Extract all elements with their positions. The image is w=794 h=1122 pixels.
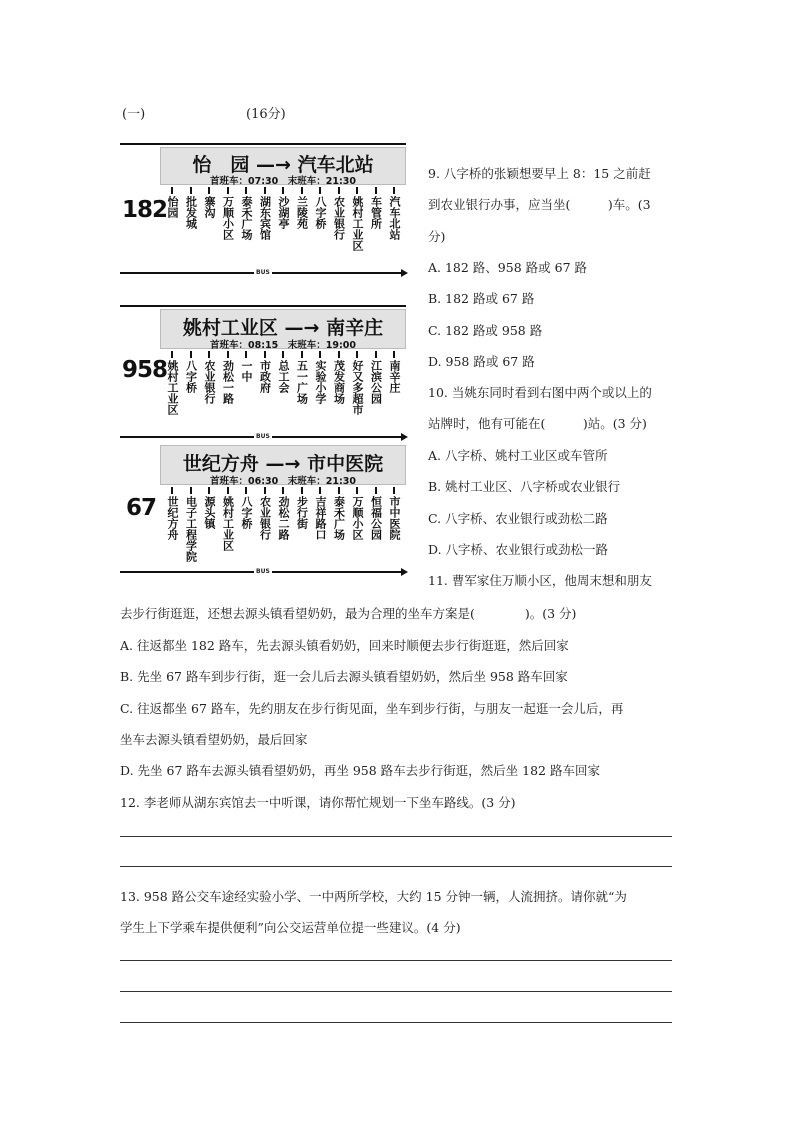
route-times: 首班车：06:30 末班车：21:30 [210,476,356,487]
stop: 湖东宾馆 [256,187,274,251]
question-9-option-d: D. 958 路或 67 路 [428,354,535,369]
route-title-bar [160,445,406,485]
section-points: (16分) [246,107,286,122]
arrow-right-icon [401,568,408,576]
question-11-option-a: A. 往返都坐 182 路车，先去源头镇看奶奶，回来时顺便去步行街逛逛，然后回家 [120,638,569,653]
question-9-option-c: C. 182 路或 958 路 [428,323,543,338]
stop: 泰禾广场 [237,187,255,251]
question-10-option-b: B. 姚村工业区、八字桥或农业银行 [428,479,621,494]
answer-line[interactable] [120,1022,672,1023]
arrow-right-icon [401,269,408,277]
stop: 沙湖亭 [274,187,292,251]
route-times: 首班车：07:30 末班车：21:30 [210,176,356,187]
bus-label: BUS [256,269,270,276]
stop: 姚村工业区 [348,187,366,251]
question-9-line-2: 到农业银行办事，应当坐( )车。(3 [428,197,651,212]
stop: 一中 [237,351,255,415]
bus-sign-67 [120,443,406,578]
stop: 怡园 [163,187,181,251]
question-9-line-3: 分) [428,229,446,244]
stop-list [160,487,406,562]
stop: 车管所 [367,187,385,251]
stop: 电子工程学院 [182,487,200,562]
question-10-option-c: C. 八字桥、农业银行或劲松二路 [428,511,608,526]
stop: 八字桥 [311,187,329,251]
stop: 农业银行 [200,351,218,415]
route-title-bar [160,147,406,185]
route-title: 怡 园 —→ 汽车北站 [192,154,374,176]
route-number: 182 [122,197,168,223]
bus-sign-958 [120,305,406,441]
stop: 汽车北站 [385,187,403,251]
section-header [122,103,286,122]
question-9-option-b: B. 182 路或 67 路 [428,291,535,306]
question-11-option-c: C. 往返都坐 67 路车，先约朋友在步行街见面，坐车到步行街，与朋友一起逛一会儿后，再 [120,701,624,716]
stop: 劲松一路 [219,351,237,415]
question-10-line-2: 站牌时，他有可能在( )站。(3 分) [428,416,647,431]
stop: 八字桥 [237,487,255,562]
stop: 五一广场 [293,351,311,415]
stop-list [160,351,406,415]
answer-line[interactable] [120,991,672,992]
bus-label: BUS [256,568,270,575]
question-9-line-1: 9. 八字桥的张颖想要早上 8：15 之前赶 [428,166,651,181]
question-9-option-a: A. 182 路、958 路或 67 路 [428,260,587,275]
stop: 吉祥路口 [311,487,329,562]
question-11-option-c-cont: 坐车去源头镇看望奶奶，最后回家 [120,732,308,747]
stop: 八字桥 [182,351,200,415]
stop: 市政府 [256,351,274,415]
stop: 南辛庄 [385,351,403,415]
stop: 总工会 [274,351,292,415]
section-label: (一) [122,107,146,122]
route-times: 首班车：08:15 末班车：19:00 [210,340,356,351]
stop: 源头镇 [200,487,218,562]
route-title: 世纪方舟 —→ 市中医院 [182,453,384,475]
stop: 实验小学 [311,351,329,415]
route-title-bar [160,309,406,349]
answer-line[interactable] [120,866,672,867]
stop: 好又多超市 [348,351,366,415]
stop-list [160,187,406,251]
stop: 茂发商场 [330,351,348,415]
stop: 泰禾广场 [330,487,348,562]
stop: 劲松二路 [274,487,292,562]
question-12-text: 12. 李老师从湖东宾馆去一中听课，请你帮忙规划一下坐车路线。(3 分) [120,795,516,810]
stop: 批发城 [182,187,200,251]
stop: 姚村工业区 [163,351,181,415]
answer-line[interactable] [120,836,672,837]
question-13-line-1: 13. 958 路公交车途经实验小学、一中两所学校，大约 15 分钟一辆，人流拥挤。请你就“为 [120,889,627,904]
stop: 市中医院 [385,487,403,562]
question-10-option-d: D. 八字桥、农业银行或劲松一路 [428,542,609,557]
question-11-line-2: 去步行街逛逛，还想去源头镇看望奶奶，最为合理的坐车方案是( )。(3 分) [120,606,577,621]
stop: 兰陵苑 [293,187,311,251]
question-11-option-b: B. 先坐 67 路车到步行街，逛一会儿后去源头镇看望奶奶，然后坐 958 路车回家 [120,669,568,684]
stop: 寨沟 [200,187,218,251]
question-10-line-1: 10. 当姚东同时看到右图中两个或以上的 [428,385,652,400]
route-number: 67 [126,495,157,521]
bus-sign-182 [120,143,406,278]
question-10-option-a: A. 八字桥、姚村工业区或车管所 [428,448,608,463]
stop: 农业银行 [330,187,348,251]
stop: 万顺小区 [348,487,366,562]
bus-label: BUS [256,433,270,440]
stop: 姚村工业区 [219,487,237,562]
arrow-right-icon [401,433,408,441]
answer-line[interactable] [120,960,672,961]
stop: 万顺小区 [219,187,237,251]
stop: 农业银行 [256,487,274,562]
route-number: 958 [122,357,168,383]
question-11-line-1: 11. 曹军家住万顺小区，他周末想和朋友 [428,573,652,588]
question-13-line-2: 学生上下学乘车提供便利”向公交运营单位提一些建议。(4 分) [120,920,461,935]
question-11-option-d: D. 先坐 67 路车去源头镇看望奶奶，再坐 958 路车去步行街逛，然后坐 182 路车回家 [120,763,600,778]
stop: 恒福公园 [367,487,385,562]
stop: 世纪方舟 [163,487,181,562]
stop: 江滨公园 [367,351,385,415]
route-title: 姚村工业区 —→ 南辛庄 [182,317,384,339]
stop: 步行街 [293,487,311,562]
